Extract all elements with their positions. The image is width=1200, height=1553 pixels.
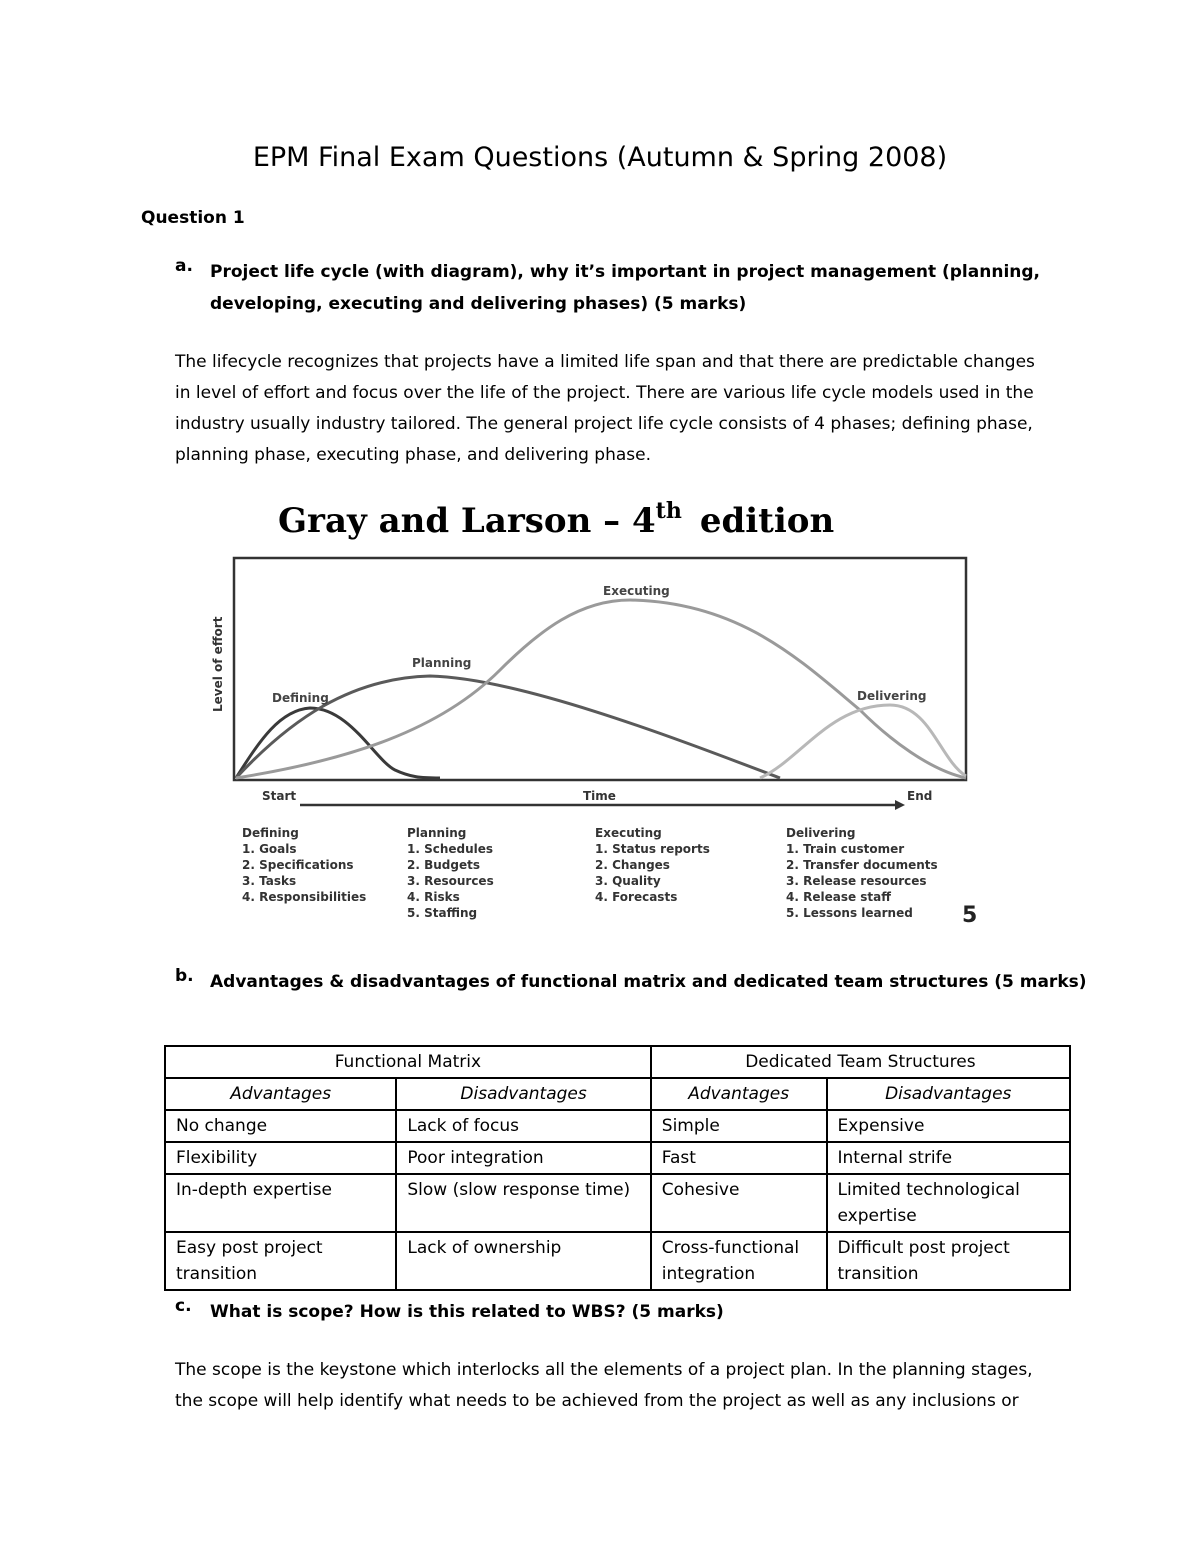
column-header: Disadvantages bbox=[396, 1078, 650, 1110]
table-cell: Internal strife bbox=[827, 1142, 1071, 1174]
time-arrow-head bbox=[895, 800, 905, 810]
column-item: 4. Forecasts bbox=[595, 890, 678, 904]
column-heading: Defining bbox=[242, 826, 299, 840]
column-item: 3. Resources bbox=[407, 874, 494, 888]
part-c-text: What is scope? How is this related to WBS? (5 marks) bbox=[210, 1302, 724, 1322]
paragraph-line: industry usually industry tailored. The general project life cycle consists of 4 phases; defining phase, bbox=[175, 414, 1033, 434]
column-item: 1. Schedules bbox=[407, 842, 494, 856]
part-c-question bbox=[175, 1296, 1075, 1328]
column-item: 4. Release staff bbox=[786, 890, 891, 904]
table-cell: In-depth expertise bbox=[165, 1174, 396, 1232]
part-c-marker: c. bbox=[175, 1296, 192, 1316]
table-cell: Easy post project transition bbox=[165, 1232, 396, 1290]
part-a-marker: a. bbox=[175, 256, 193, 276]
table-cell: No change bbox=[165, 1110, 396, 1142]
project-life-cycle-figure bbox=[200, 490, 1000, 940]
executing-label: Executing bbox=[603, 584, 670, 598]
table-cell: Simple bbox=[651, 1110, 827, 1142]
paragraph-line: the scope will help identify what needs to be achieved from the project as well as any inclusions or bbox=[175, 1391, 1019, 1411]
question-heading: Question 1 bbox=[141, 208, 245, 228]
column-item: 1. Goals bbox=[242, 842, 297, 856]
structures-comparison-table bbox=[164, 1045, 1071, 1291]
column-header: Advantages bbox=[651, 1078, 827, 1110]
column-item: 3. Quality bbox=[595, 874, 661, 888]
table-subheader-row bbox=[165, 1078, 1070, 1110]
table-row bbox=[165, 1232, 1070, 1290]
column-item: 5. Lessons learned bbox=[786, 906, 913, 920]
x-axis-start: Start bbox=[262, 789, 297, 803]
column-item: 3. Tasks bbox=[242, 874, 297, 888]
column-heading: Delivering bbox=[786, 826, 856, 840]
part-a-line: developing, executing and delivering phases) (5 marks) bbox=[210, 294, 747, 314]
column-item: 2. Specifications bbox=[242, 858, 354, 872]
column-heading: Executing bbox=[595, 826, 662, 840]
table-cell: Cross-functional integration bbox=[651, 1232, 827, 1290]
column-item: 1. Train customer bbox=[786, 842, 905, 856]
table-cell: Lack of ownership bbox=[396, 1232, 650, 1290]
defining-label: Defining bbox=[272, 691, 329, 705]
x-axis-end: End bbox=[907, 789, 933, 803]
y-axis-label: Level of effort bbox=[211, 616, 225, 712]
column-item: 4. Responsibilities bbox=[242, 890, 367, 904]
table-cell: Lack of focus bbox=[396, 1110, 650, 1142]
figure-title: Gray and Larson – 4th edition bbox=[278, 498, 835, 541]
x-axis-label: Time bbox=[583, 789, 616, 803]
table-row bbox=[165, 1142, 1070, 1174]
column-heading: Planning bbox=[407, 826, 467, 840]
chart-frame bbox=[234, 558, 966, 780]
group-header: Dedicated Team Structures bbox=[651, 1046, 1070, 1078]
paragraph-line: in level of effort and focus over the life of the project. There are various life cycle models used in the bbox=[175, 383, 1034, 403]
paragraph-line: planning phase, executing phase, and delivering phase. bbox=[175, 445, 652, 465]
table-cell: Slow (slow response time) bbox=[396, 1174, 650, 1232]
part-b-question bbox=[175, 966, 1087, 998]
column-item: 1. Status reports bbox=[595, 842, 710, 856]
column-item: 2. Transfer documents bbox=[786, 858, 938, 872]
part-a-line: Project life cycle (with diagram), why it’s important in project management (planning, bbox=[210, 262, 1040, 282]
column-item: 5. Staffing bbox=[407, 906, 478, 920]
group-header: Functional Matrix bbox=[165, 1046, 651, 1078]
part-b-text: Advantages & disadvantages of functional matrix and dedicated team structures (5 marks) bbox=[210, 972, 1087, 992]
table-cell: Limited technological expertise bbox=[827, 1174, 1071, 1232]
table-row bbox=[165, 1110, 1070, 1142]
table-cell: Fast bbox=[651, 1142, 827, 1174]
paragraph-scope bbox=[175, 1355, 1075, 1417]
part-a-question bbox=[175, 256, 1040, 320]
delivering-label: Delivering bbox=[857, 689, 927, 703]
column-item: 2. Changes bbox=[595, 858, 670, 872]
page-mark: 5 bbox=[962, 903, 978, 928]
table-cell: Poor integration bbox=[396, 1142, 650, 1174]
page-title: EPM Final Exam Questions (Autumn & Spring 2008) bbox=[252, 142, 948, 173]
paragraph-line: The scope is the keystone which interlocks all the elements of a project plan. In the planning stages, bbox=[175, 1360, 1033, 1380]
table-cell: Difficult post project transition bbox=[827, 1232, 1071, 1290]
part-b-marker: b. bbox=[175, 966, 194, 986]
table-cell: Cohesive bbox=[651, 1174, 827, 1232]
table-cell: Expensive bbox=[827, 1110, 1071, 1142]
paragraph-lifecycle bbox=[175, 347, 1075, 471]
table-cell: Flexibility bbox=[165, 1142, 396, 1174]
table-group-row bbox=[165, 1046, 1070, 1078]
planning-label: Planning bbox=[412, 656, 472, 670]
column-header: Disadvantages bbox=[827, 1078, 1071, 1110]
table-row bbox=[165, 1174, 1070, 1232]
column-item: 2. Budgets bbox=[407, 858, 480, 872]
phase-columns bbox=[242, 826, 938, 920]
column-header: Advantages bbox=[165, 1078, 396, 1110]
column-item: 3. Release resources bbox=[786, 874, 927, 888]
paragraph-line: The lifecycle recognizes that projects have a limited life span and that there are predictable changes bbox=[175, 352, 1035, 372]
column-item: 4. Risks bbox=[407, 890, 460, 904]
